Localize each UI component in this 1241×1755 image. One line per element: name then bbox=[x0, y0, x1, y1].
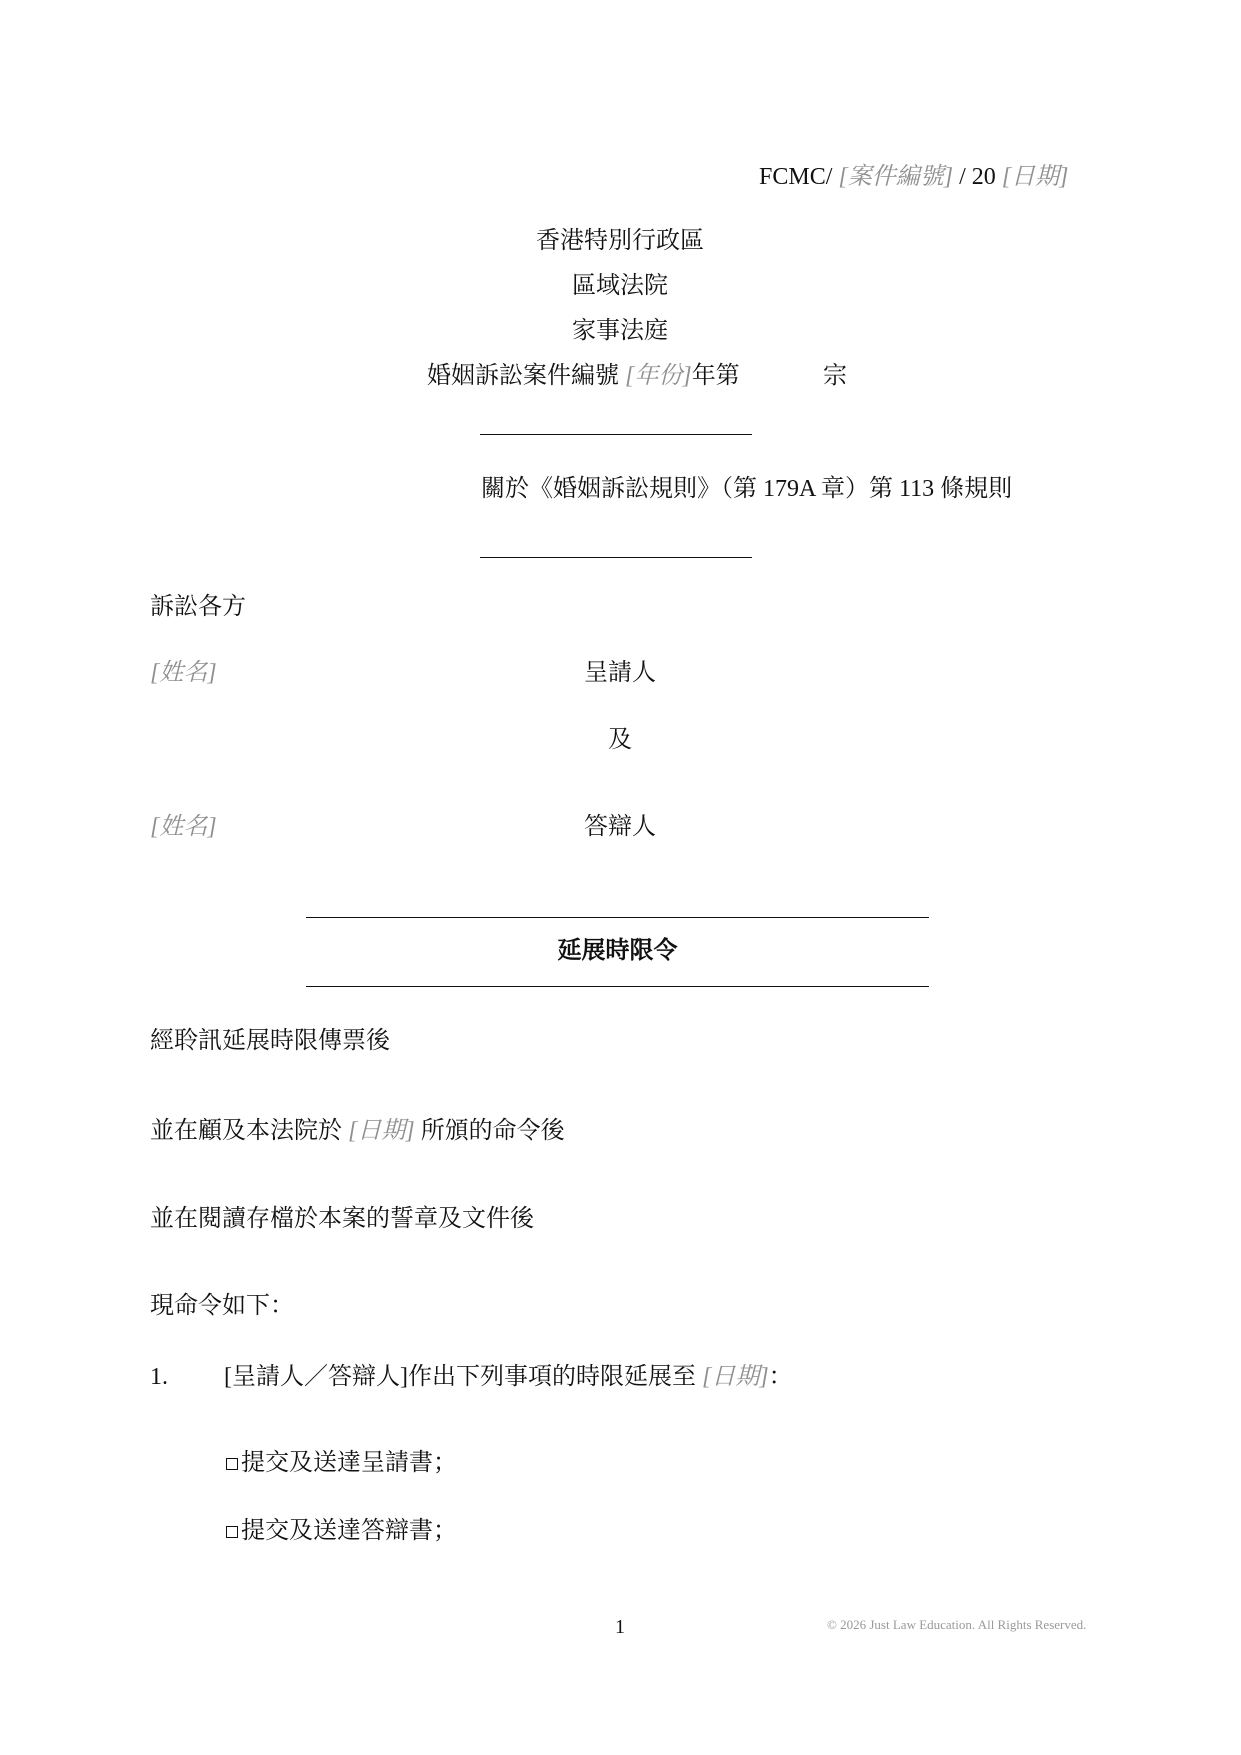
court-line-1: 香港特別行政區 bbox=[536, 228, 704, 254]
title-rule-top bbox=[306, 917, 929, 918]
option-2 bbox=[226, 1516, 457, 1546]
respondent-name-placeholder: [姓名] bbox=[150, 814, 217, 840]
title-rule-bottom bbox=[306, 986, 929, 987]
petitioner-role: 呈請人 bbox=[584, 660, 656, 686]
court-line-3: 家事法庭 bbox=[572, 318, 668, 344]
option-1 bbox=[226, 1448, 457, 1478]
option-2-checkbox[interactable] bbox=[226, 1526, 238, 1538]
case-number-suffix: 宗 bbox=[823, 363, 847, 389]
item-1-date-placeholder: [日期] bbox=[701, 1364, 769, 1390]
parties-and: 及 bbox=[608, 727, 632, 753]
divider-top bbox=[480, 434, 752, 435]
petitioner-name-placeholder: [姓名] bbox=[150, 660, 217, 686]
case-number-prefix: 婚姻訴訟案件編號 bbox=[427, 363, 619, 389]
recital-1: 經聆訊延展時限傳票後 bbox=[150, 1028, 390, 1054]
page-number: 1 bbox=[615, 1616, 625, 1638]
court-line-2: 區域法院 bbox=[572, 273, 668, 299]
recital-2-date-placeholder: [日期] bbox=[348, 1118, 415, 1144]
parties-heading: 訴訟各方 bbox=[150, 594, 246, 620]
divider-bottom bbox=[480, 557, 752, 558]
case-reference bbox=[759, 162, 1068, 192]
item-1-colon: ： bbox=[768, 1364, 793, 1390]
respondent-role: 答辯人 bbox=[584, 814, 656, 840]
case-ref-year: / 20 bbox=[959, 164, 996, 190]
option-1-label: 提交及送達呈請書； bbox=[241, 1450, 457, 1476]
recital-4: 現命令如下： bbox=[150, 1293, 294, 1319]
item-1-text bbox=[224, 1362, 793, 1392]
case-number-placeholder: [案件編號] bbox=[838, 164, 954, 190]
case-number-line bbox=[427, 361, 740, 391]
order-title: 延展時限令 bbox=[557, 938, 678, 964]
recital-2 bbox=[150, 1116, 565, 1146]
option-1-checkbox[interactable] bbox=[226, 1458, 238, 1470]
year-placeholder: [年份] bbox=[625, 363, 692, 389]
recital-2-suffix: 所頒的命令後 bbox=[420, 1118, 565, 1144]
case-date-placeholder: [日期] bbox=[1001, 164, 1069, 190]
case-number-mid: 年第 bbox=[691, 363, 740, 389]
item-1-number: 1. bbox=[150, 1364, 168, 1390]
case-ref-prefix: FCMC/ bbox=[759, 164, 833, 190]
re-line: 關於《婚姻訴訟規則》（第 179A 章）第 113 條規則 bbox=[481, 476, 1013, 502]
copyright-notice: © 2026 Just Law Education. All Rights Reserved. bbox=[827, 1617, 1087, 1632]
recital-3: 並在閱讀存檔於本案的誓章及文件後 bbox=[150, 1206, 534, 1232]
recital-2-prefix: 並在顧及本法院於 bbox=[150, 1118, 342, 1144]
option-2-label: 提交及送達答辯書； bbox=[241, 1518, 457, 1544]
item-1-body: [呈請人／答辯人]作出下列事項的時限延展至 bbox=[224, 1364, 696, 1390]
